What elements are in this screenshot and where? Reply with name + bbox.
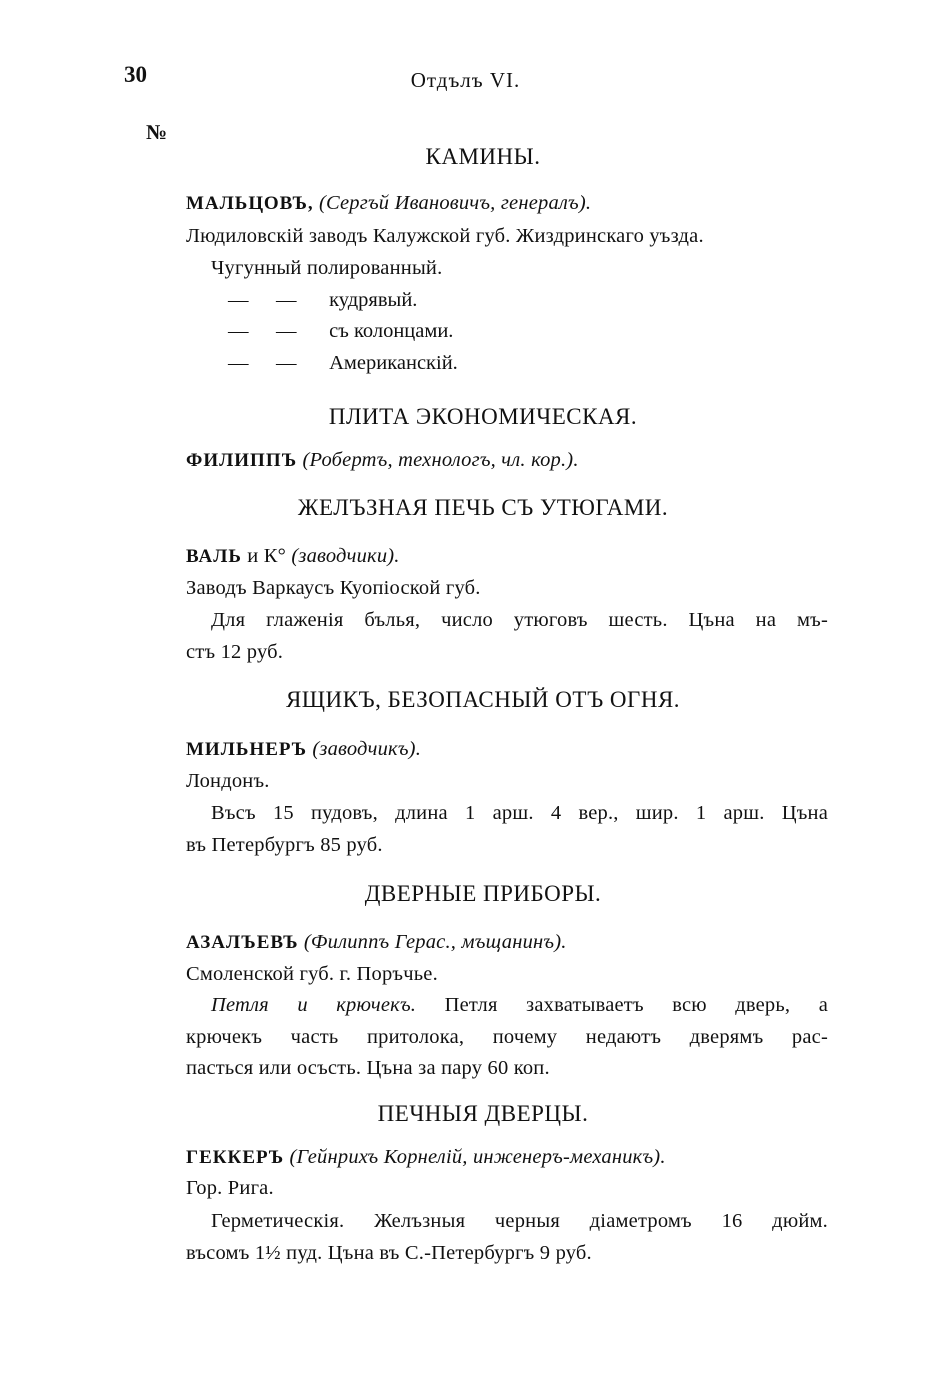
description-text: Петля захватываетъ всю дверь, а	[444, 994, 828, 1016]
description-line: въ Петербургъ 85 руб.	[186, 834, 383, 856]
description-line: Герметическія. Желъзныя черныя діаметромъ 16 дюйм.	[211, 1210, 828, 1232]
exhibitor-line	[186, 931, 567, 954]
exhibitor-description: (Гейнрихъ Корнелій, инженеръ-механикъ).	[289, 1146, 666, 1168]
item-text: Американскій.	[329, 352, 458, 374]
exhibitor-description: (Филиппъ Герас., мъщанинъ).	[303, 931, 567, 953]
section-title-safe-box: ЯЩИКЪ, БЕЗОПАСНЫЙ ОТЪ ОГНЯ.	[285, 687, 681, 712]
exhibitor-line	[186, 1146, 666, 1169]
exhibitor-location: Лондонъ.	[186, 770, 270, 792]
description-line: крючекъ часть притолока, почему недаютъ дверямъ рас-	[186, 1026, 828, 1048]
description-italic-lead: Петля и крючекъ.	[211, 994, 417, 1016]
exhibitor-description: (заводчики).	[291, 545, 400, 567]
item-text: кудрявый.	[329, 289, 418, 311]
description-line: въсомъ 1½ пуд. Цъна въ С.-Петербургъ 9 руб.	[186, 1242, 592, 1264]
description-line: Для глаженія бълья, число утюговъ шесть. Цъна на мъ-	[211, 609, 828, 631]
exhibitor-line	[186, 449, 579, 472]
exhibitor-line	[186, 738, 421, 761]
exhibitor-name: ГЕККЕРЪ	[186, 1147, 285, 1168]
exhibitor-name: МАЛЬЦОВЪ,	[186, 193, 314, 214]
description-line	[211, 994, 828, 1017]
exhibitor-description: (Робертъ, технологъ, чл. кор.).	[302, 449, 579, 471]
item-line: Чугунный полированный.	[211, 257, 443, 279]
ditto-dash: —	[276, 320, 297, 342]
section-title-stove-doors: ПЕЧНЫЯ ДВЕРЦЫ.	[377, 1101, 589, 1126]
exhibitor-line	[186, 192, 591, 215]
section-title-iron-stove: ЖЕЛЪЗНАЯ ПЕЧЬ СЪ УТЮГАМИ.	[297, 495, 669, 520]
item-line	[228, 289, 417, 312]
exhibitor-description: (Сергъй Ивановичъ, генералъ).	[318, 192, 592, 214]
exhibitor-location: Гор. Рига.	[186, 1177, 274, 1199]
exhibitor-company-suffix: и К°	[247, 545, 287, 567]
ditto-dash: —	[228, 352, 249, 374]
exhibitor-name: ВАЛЬ	[186, 546, 242, 567]
ditto-dash: —	[276, 289, 297, 311]
item-line	[228, 320, 453, 343]
exhibitor-name: ФИЛИППЪ	[186, 450, 298, 471]
item-text: съ колонцами.	[329, 320, 454, 342]
exhibitor-line	[186, 545, 400, 568]
description-line: пасться или осъсть. Цъна за пару 60 коп.	[186, 1057, 550, 1079]
exhibitor-location: Заводъ Варкаусъ Куопіоской губ.	[186, 577, 481, 599]
description-line: стъ 12 руб.	[186, 641, 284, 663]
section-title-door-fittings: ДВЕРНЫЕ ПРИБОРЫ.	[364, 881, 602, 906]
section-title-stove: ПЛИТА ЭКОНОМИЧЕСКАЯ.	[328, 404, 638, 429]
exhibitor-name: МИЛЬНЕРЪ	[186, 739, 308, 760]
number-sign: №	[146, 120, 168, 144]
exhibitor-location: Людиловскій заводъ Калужской губ. Жиздринскаго уъзда.	[186, 225, 704, 247]
ditto-dash: —	[228, 289, 249, 311]
ditto-dash: —	[276, 352, 297, 374]
exhibitor-description: (заводчикъ).	[312, 738, 422, 760]
exhibitor-location: Смоленской губ. г. Поръчье.	[186, 963, 438, 985]
description-line: Въсъ 15 пудовъ, длина 1 арш. 4 вер., шир. 1 арш. Цъна	[211, 802, 828, 824]
section-title-fireplaces: КАМИНЫ.	[425, 144, 541, 169]
exhibitor-name: АЗАЛЪЕВЪ	[186, 932, 299, 953]
ditto-dash: —	[228, 320, 249, 342]
item-line	[228, 352, 458, 375]
page-number: 30	[124, 62, 147, 87]
running-title: Отдълъ VI.	[410, 68, 521, 92]
